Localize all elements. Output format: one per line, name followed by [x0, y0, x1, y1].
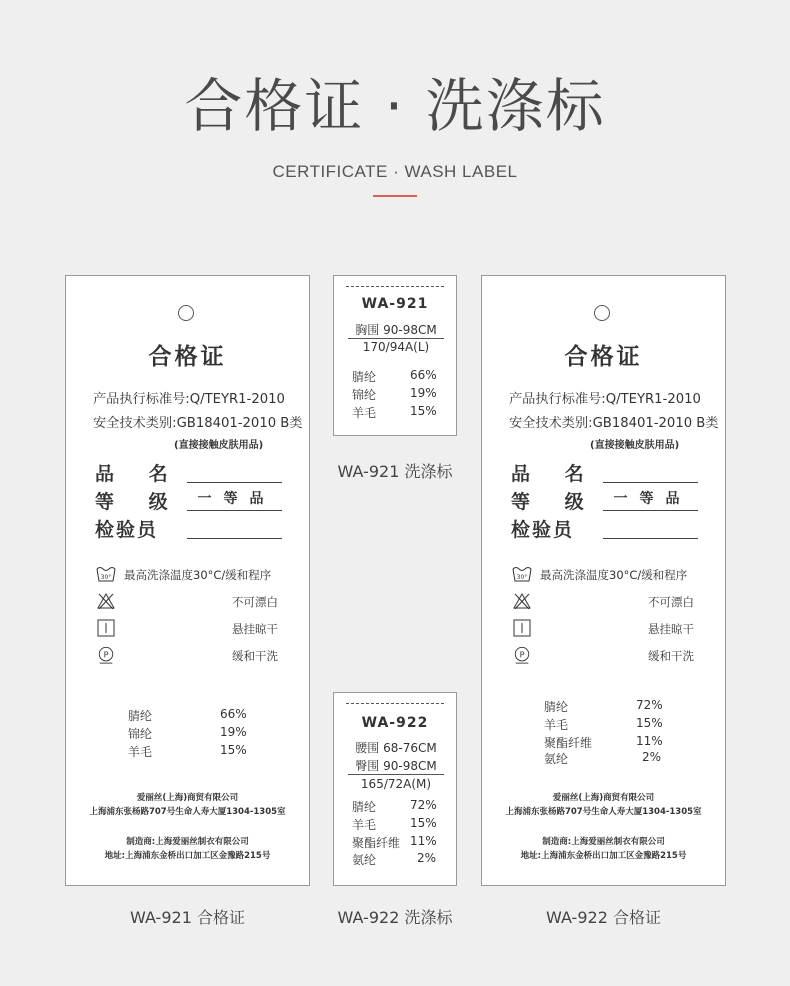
wash-label-wa922 [333, 692, 457, 886]
fiber-name: 腈纶 [352, 370, 377, 384]
chest-size: 胸围 90-98CM [355, 323, 437, 337]
svg-text:30°: 30° [516, 574, 528, 581]
fiber-percent: 66% [220, 707, 247, 721]
field-product-name [95, 459, 285, 487]
wash-30-icon [96, 565, 116, 583]
fiber-percent: 19% [410, 386, 437, 400]
svg-text:30°: 30° [100, 574, 112, 581]
care-row-dryclean [96, 646, 286, 666]
care-row-dryclean [512, 646, 702, 666]
field-underline [603, 510, 698, 511]
size-code: 165/72A(M) [360, 777, 432, 791]
wash-label-model: WA-922 [361, 715, 429, 731]
caption-wa922-certificate: WA-922 合格证 [546, 908, 661, 927]
company-address: 上海浦东张杨路707号生命人寿大厦1304-1305室 [505, 807, 702, 817]
fiber-percent: 11% [636, 734, 663, 748]
company-address: 上海浦东张杨路707号生命人寿大厦1304-1305室 [89, 807, 286, 817]
fiber-percent: 15% [410, 404, 437, 418]
fiber-name: 腈纶 [352, 800, 377, 814]
fiber-name: 氨纶 [352, 853, 377, 867]
manufacturer-address: 地址:上海浦东金桥出口加工区金豫路215号 [104, 851, 271, 861]
caption-wa921-certificate: WA-921 合格证 [130, 908, 245, 927]
skin-contact-note: (直接接触皮肤用品) [174, 440, 264, 451]
fiber-percent: 15% [410, 816, 437, 830]
field-product-name [511, 459, 701, 487]
fiber-name: 羊毛 [544, 718, 569, 732]
certificate-card-wa921 [65, 275, 310, 886]
field-value: 一等品 [613, 491, 692, 507]
wash-30-icon [512, 565, 532, 583]
fiber-name: 聚酯纤维 [352, 836, 401, 850]
safety-line: 安全技术类别:GB18401-2010 B类 [509, 416, 719, 431]
care-text: 缓和干洗 [232, 649, 278, 663]
field-label: 品 名 [511, 463, 598, 485]
caption-wa922-wash-label: WA-922 洗涤标 [337, 908, 453, 927]
dry-clean-p-icon [512, 646, 532, 664]
certificate-card-wa922 [481, 275, 726, 886]
manufacturer: 制造商:上海爱丽丝制衣有限公司 [542, 837, 665, 847]
safety-line: 安全技术类别:GB18401-2010 B类 [93, 416, 303, 431]
standard-line: 产品执行标准号:Q/TEYR1-2010 [509, 392, 701, 407]
fiber-percent: 2% [642, 750, 662, 764]
fiber-percent: 72% [636, 698, 663, 712]
field-label: 等 级 [511, 491, 598, 513]
hang-hole [178, 305, 194, 321]
fiber-percent: 2% [417, 851, 437, 865]
manufacturer-address: 地址:上海浦东金桥出口加工区金豫路215号 [520, 851, 687, 861]
field-value: 一等品 [197, 491, 276, 507]
manufacturer: 制造商:上海爱丽丝制衣有限公司 [126, 837, 249, 847]
fiber-name: 腈纶 [128, 709, 153, 723]
field-label: 等 级 [95, 491, 182, 513]
page-title: 合格证 · 洗涤标 [184, 72, 606, 140]
hang-hole [594, 305, 610, 321]
company-name: 爱丽丝(上海)商贸有限公司 [136, 793, 239, 803]
care-row-bleach [96, 592, 286, 612]
fiber-percent: 15% [636, 716, 663, 730]
stitch-line [346, 286, 444, 287]
fiber-name: 锦纶 [352, 388, 377, 402]
accent-divider [373, 195, 417, 197]
size-code: 170/94A(L) [362, 340, 430, 354]
waist-size: 腰围 68-76CM [355, 741, 437, 755]
stitch-line [346, 703, 444, 704]
care-text: 最高洗涤温度30°C/缓和程序 [124, 568, 272, 582]
fiber-name: 氨纶 [544, 752, 569, 766]
skin-contact-note: (直接接触皮肤用品) [590, 440, 680, 451]
fiber-percent: 11% [410, 834, 437, 848]
care-row-dry [512, 619, 702, 639]
care-text: 悬挂晾干 [648, 622, 694, 636]
fiber-name: 羊毛 [128, 745, 153, 759]
care-row-wash [512, 565, 702, 585]
field-label: 检验员 [511, 519, 575, 541]
hang-dry-icon [512, 619, 532, 637]
fiber-name: 聚酯纤维 [544, 736, 593, 750]
care-text: 不可漂白 [648, 595, 694, 609]
field-inspector [95, 515, 285, 543]
page-subtitle: CERTIFICATE · WASH LABEL [272, 162, 518, 181]
wash-label-model: WA-921 [361, 296, 429, 312]
fiber-percent: 15% [220, 743, 247, 757]
hip-size: 臀围 90-98CM [355, 759, 437, 773]
dry-clean-p-icon [96, 646, 116, 664]
care-text: 最高洗涤温度30°C/缓和程序 [540, 568, 688, 582]
care-text: 缓和干洗 [648, 649, 694, 663]
field-underline [187, 510, 282, 511]
wash-label-wa921 [333, 275, 457, 436]
certificate-title: 合格证 [148, 344, 227, 370]
field-underline [603, 482, 698, 483]
fiber-name: 羊毛 [352, 406, 377, 420]
no-bleach-icon [512, 592, 532, 610]
fiber-name: 锦纶 [128, 727, 153, 741]
svg-text:P: P [519, 649, 525, 660]
company-name: 爱丽丝(上海)商贸有限公司 [552, 793, 655, 803]
svg-text:P: P [103, 649, 109, 660]
field-underline [187, 538, 282, 539]
fiber-percent: 19% [220, 725, 247, 739]
care-text: 悬挂晾干 [232, 622, 278, 636]
fiber-name: 羊毛 [352, 818, 377, 832]
fiber-percent: 66% [410, 368, 437, 382]
standard-line: 产品执行标准号:Q/TEYR1-2010 [93, 392, 285, 407]
field-inspector [511, 515, 701, 543]
hang-dry-icon [96, 619, 116, 637]
no-bleach-icon [96, 592, 116, 610]
fiber-percent: 72% [410, 798, 437, 812]
care-row-bleach [512, 592, 702, 612]
field-label: 检验员 [95, 519, 159, 541]
caption-wa921-wash-label: WA-921 洗涤标 [337, 462, 453, 481]
size-divider [348, 774, 444, 775]
size-divider [348, 338, 444, 339]
field-grade [511, 487, 701, 515]
field-grade [95, 487, 285, 515]
fiber-name: 腈纶 [544, 700, 569, 714]
field-label: 品 名 [95, 463, 182, 485]
care-row-dry [96, 619, 286, 639]
field-underline [603, 538, 698, 539]
care-text: 不可漂白 [232, 595, 278, 609]
care-row-wash [96, 565, 286, 585]
certificate-title: 合格证 [564, 344, 643, 370]
field-underline [187, 482, 282, 483]
